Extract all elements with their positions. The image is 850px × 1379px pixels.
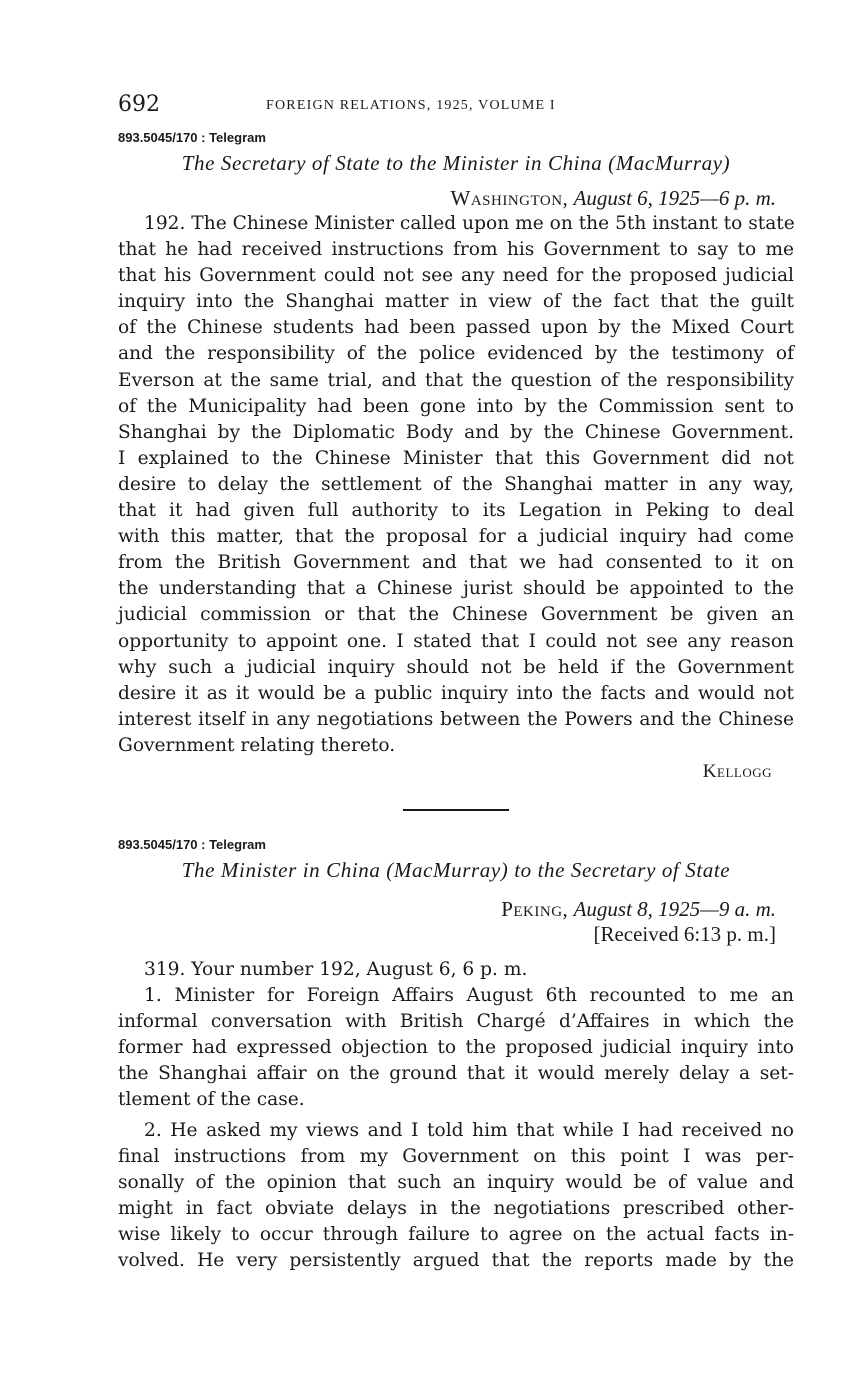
- body-line: 2. He asked my views and I told him that while I had received no: [144, 1119, 794, 1141]
- body-line: of the Municipality had been gone into by the Commission sent to: [118, 395, 794, 417]
- body-line: wise likely to occur through failure to agree on the actual facts in-: [118, 1223, 794, 1245]
- body-line: Everson at the same trial, and that the question of the responsibility: [118, 369, 794, 391]
- dateline: [118, 186, 776, 211]
- page-number: 692: [118, 92, 160, 117]
- body-line: desire to delay the settlement of the Shanghai matter in any way,: [118, 473, 794, 495]
- body-line: former had expressed objection to the proposed judicial inquiry into: [118, 1037, 794, 1059]
- body-line: final instructions from my Government on this point I was per-: [118, 1145, 794, 1167]
- document-2: [118, 837, 794, 1274]
- body-line: Shanghai by the Diplomatic Body and by the Chinese Government.: [118, 421, 794, 443]
- body-line: with this matter, that the proposal for a judicial inquiry had come: [118, 526, 794, 548]
- document-title: The Secretary of State to the Minister in China (MacMurray): [181, 151, 731, 175]
- body-line: 319. Your number 192, August 6, 6 p. m.: [144, 958, 528, 980]
- body-line: that he had received instructions from his Government to say to me: [118, 239, 794, 261]
- body-line: why such a judicial inquiry should not be held if the Government: [118, 656, 794, 678]
- body-line: informal conversation with British Chargé d’Affaires in which the: [118, 1011, 794, 1033]
- section-divider: [403, 809, 509, 811]
- received-note: [Received 6:13 p. m.]: [593, 921, 776, 946]
- body-line: and the responsibility of the police evidenced by the testimony of: [118, 343, 794, 365]
- body-line: interest itself in any negotiations between the Powers and the Chinese: [118, 708, 794, 730]
- body-line: volved. He very persistently argued that the reports made by the: [118, 1250, 794, 1271]
- paragraph-2: [118, 1118, 794, 1275]
- body-line: that it had given full authority to its Legation in Peking to deal: [118, 500, 794, 522]
- body-line: the understanding that a Chinese jurist should be appointed to the: [118, 578, 794, 600]
- body-line: of the Chinese students had been passed upon by the Mixed Court: [118, 317, 794, 339]
- running-head: [118, 92, 794, 126]
- body-line: Government relating thereto.: [118, 734, 396, 756]
- body-line: the Shanghai affair on the ground that it would merely delay a set-: [118, 1063, 794, 1085]
- body-line: desire it as it would be a public inquiry into the facts and would not: [118, 682, 794, 704]
- body-line: sonally of the opinion that such an inquiry would be of value and: [118, 1171, 794, 1193]
- dateline-date: August 6, 1925—6 p. m.: [573, 186, 776, 210]
- telegram-intro: [118, 957, 794, 983]
- document-1: [118, 130, 794, 783]
- body-line: tlement of the case.: [118, 1089, 305, 1111]
- document-title: The Minister in China (MacMurray) to the Secretary of State: [181, 857, 731, 882]
- body-line: inquiry into the Shanghai matter in view of the fact that the guilt: [118, 291, 794, 313]
- document-page: [118, 92, 794, 1274]
- file-reference: 893.5045/170 : Telegram: [118, 836, 266, 852]
- dateline: [118, 897, 776, 922]
- dateline-place: Peking,: [501, 896, 569, 921]
- signature: Kellogg: [702, 760, 772, 782]
- body-line: 192. The Chinese Minister called upon me on the 5th instant to state: [144, 213, 795, 234]
- file-reference: 893.5045/170 : Telegram: [118, 130, 266, 145]
- paragraph-1: [118, 983, 794, 1113]
- telegram-body: [118, 211, 794, 759]
- body-line: 1. Minister for Foreign Affairs August 6th recounted to me an: [144, 985, 794, 1007]
- body-line: I explained to the Chinese Minister that this Government did not: [118, 447, 794, 469]
- dateline-date: August 8, 1925—9 a. m.: [573, 896, 776, 921]
- dateline-place: Washington,: [450, 186, 569, 210]
- body-line: might in fact obviate delays in the negotiations prescribed other-: [118, 1197, 794, 1219]
- body-line: that his Government could not see any need for the proposed judicial: [118, 265, 794, 287]
- body-line: from the British Government and that we had consented to it on: [118, 552, 794, 574]
- body-line: opportunity to appoint one. I stated that I could not see any reason: [118, 630, 794, 652]
- running-title: FOREIGN RELATIONS, 1925, VOLUME I: [266, 98, 556, 113]
- body-line: judicial commission or that the Chinese Government be given an: [118, 604, 794, 626]
